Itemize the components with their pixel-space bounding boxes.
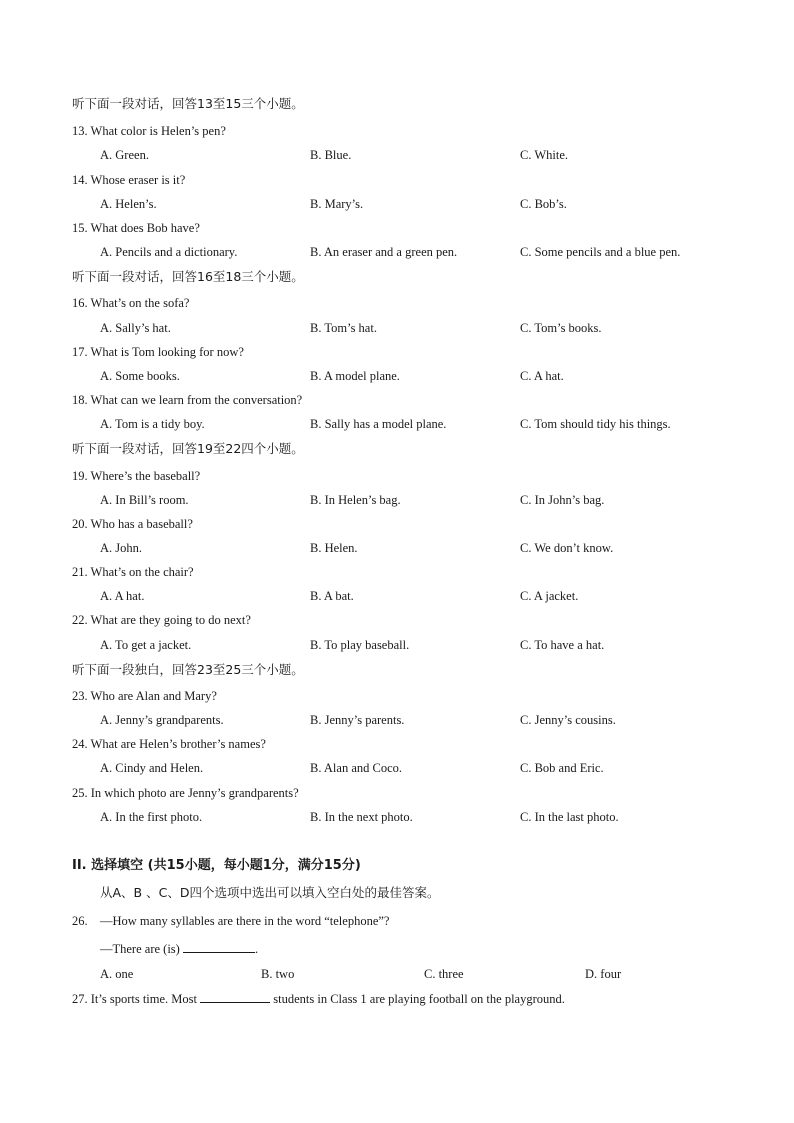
q24-option-a: A. Cindy and Helen. <box>100 761 204 775</box>
q18-option-b: B. Sally has a model plane. <box>310 417 447 431</box>
q17-option-b: B. A model plane. <box>310 369 400 383</box>
question-20: 20. Who has a baseball? <box>72 517 193 531</box>
q27-suffix: students in Class 1 are playing football on the playground. <box>270 992 565 1006</box>
question-24: 24. What are Helen’s brother’s names? <box>72 737 266 751</box>
q14-option-c: C. Bob’s. <box>520 197 567 211</box>
q21-option-a: A. A hat. <box>100 589 145 603</box>
q14-option-b: B. Mary’s. <box>310 197 364 211</box>
question-19: 19. Where’s the baseball? <box>72 469 201 483</box>
q18-option-a: A. Tom is a tidy boy. <box>100 417 205 431</box>
q19-option-a: A. In Bill’s room. <box>100 493 189 507</box>
section-instruction-19-22: 听下面一段对话，回答19至22四个小题。 <box>72 441 304 456</box>
question-14: 14. Whose eraser is it? <box>72 173 186 187</box>
question-26-number: 26. <box>72 914 88 928</box>
q23-option-a: A. Jenny’s grandparents. <box>100 713 224 727</box>
q27-answer-blank <box>200 990 270 1003</box>
q22-option-b: B. To play baseball. <box>310 638 410 652</box>
section-instruction-16-18: 听下面一段对话，回答16至18三个小题。 <box>72 269 304 284</box>
q13-option-b: B. Blue. <box>310 148 352 162</box>
section-instruction-13-15: 听下面一段对话，回答13至15三个小题。 <box>72 96 304 111</box>
q20-option-c: C. We don’t know. <box>520 541 614 555</box>
q15-option-c: C. Some pencils and a blue pen. <box>520 245 681 259</box>
q25-option-b: B. In the next photo. <box>310 810 413 824</box>
question-16: 16. What’s on the sofa? <box>72 296 190 310</box>
q24-option-c: C. Bob and Eric. <box>520 761 604 775</box>
q13-option-a: A. Green. <box>100 148 149 162</box>
q14-option-a: A. Helen’s. <box>100 197 157 211</box>
q26-answer-blank <box>183 940 255 953</box>
q24-option-b: B. Alan and Coco. <box>310 761 403 775</box>
section-instruction-23-25: 听下面一段独白，回答23至25三个小题。 <box>72 662 304 677</box>
q27-prefix: 27. It’s sports time. Most <box>72 992 201 1006</box>
part2-instruction: 从A、B 、C、D四个选项中选出可以填入空白处的最佳答案。 <box>100 885 440 900</box>
q15-option-a: A. Pencils and a dictionary. <box>100 245 238 259</box>
q21-option-b: B. A bat. <box>310 589 354 603</box>
question-17: 17. What is Tom looking for now? <box>72 345 244 359</box>
q13-option-c: C. White. <box>520 148 569 162</box>
q26-line2-prefix: —There are (is) <box>100 942 183 956</box>
q23-option-c: C. Jenny’s cousins. <box>520 713 616 727</box>
q19-option-b: B. In Helen’s bag. <box>310 493 401 507</box>
q20-option-b: B. Helen. <box>310 541 358 555</box>
part2-title: II. 选择填空 (共15小题，每小题1分，满分15分) <box>72 858 361 873</box>
q25-option-a: A. In the first photo. <box>100 810 203 824</box>
q16-option-a: A. Sally’s hat. <box>100 321 171 335</box>
question-25: 25. In which photo are Jenny’s grandparents? <box>72 786 299 800</box>
q16-option-b: B. Tom’s hat. <box>310 321 377 335</box>
q26-option-c: C. three <box>424 967 464 981</box>
question-15: 15. What does Bob have? <box>72 221 200 235</box>
q20-option-a: A. John. <box>100 541 143 555</box>
q18-option-c: C. Tom should tidy his things. <box>520 417 671 431</box>
q26-option-d: D. four <box>585 967 622 981</box>
q17-option-c: C. A hat. <box>520 369 564 383</box>
question-22: 22. What are they going to do next? <box>72 613 251 627</box>
q26-option-b: B. two <box>261 967 295 981</box>
q26-line2-suffix: . <box>254 942 259 956</box>
q17-option-a: A. Some books. <box>100 369 180 383</box>
q23-option-b: B. Jenny’s parents. <box>310 713 405 727</box>
q26-option-a: A. one <box>100 967 134 981</box>
question-13: 13. What color is Helen’s pen? <box>72 124 226 138</box>
question-23: 23. Who are Alan and Mary? <box>72 689 217 703</box>
question-26-line2 <box>100 940 258 957</box>
q22-option-a: A. To get a jacket. <box>100 638 192 652</box>
q25-option-c: C. In the last photo. <box>520 810 619 824</box>
question-27 <box>72 990 565 1007</box>
q19-option-c: C. In John’s bag. <box>520 493 605 507</box>
question-18: 18. What can we learn from the conversation? <box>72 393 303 407</box>
question-21: 21. What’s on the chair? <box>72 565 194 579</box>
q21-option-c: C. A jacket. <box>520 589 579 603</box>
q16-option-c: C. Tom’s books. <box>520 321 602 335</box>
q15-option-b: B. An eraser and a green pen. <box>310 245 458 259</box>
question-26-line1: —How many syllables are there in the word “telephone”? <box>100 914 390 928</box>
q22-option-c: C. To have a hat. <box>520 638 605 652</box>
